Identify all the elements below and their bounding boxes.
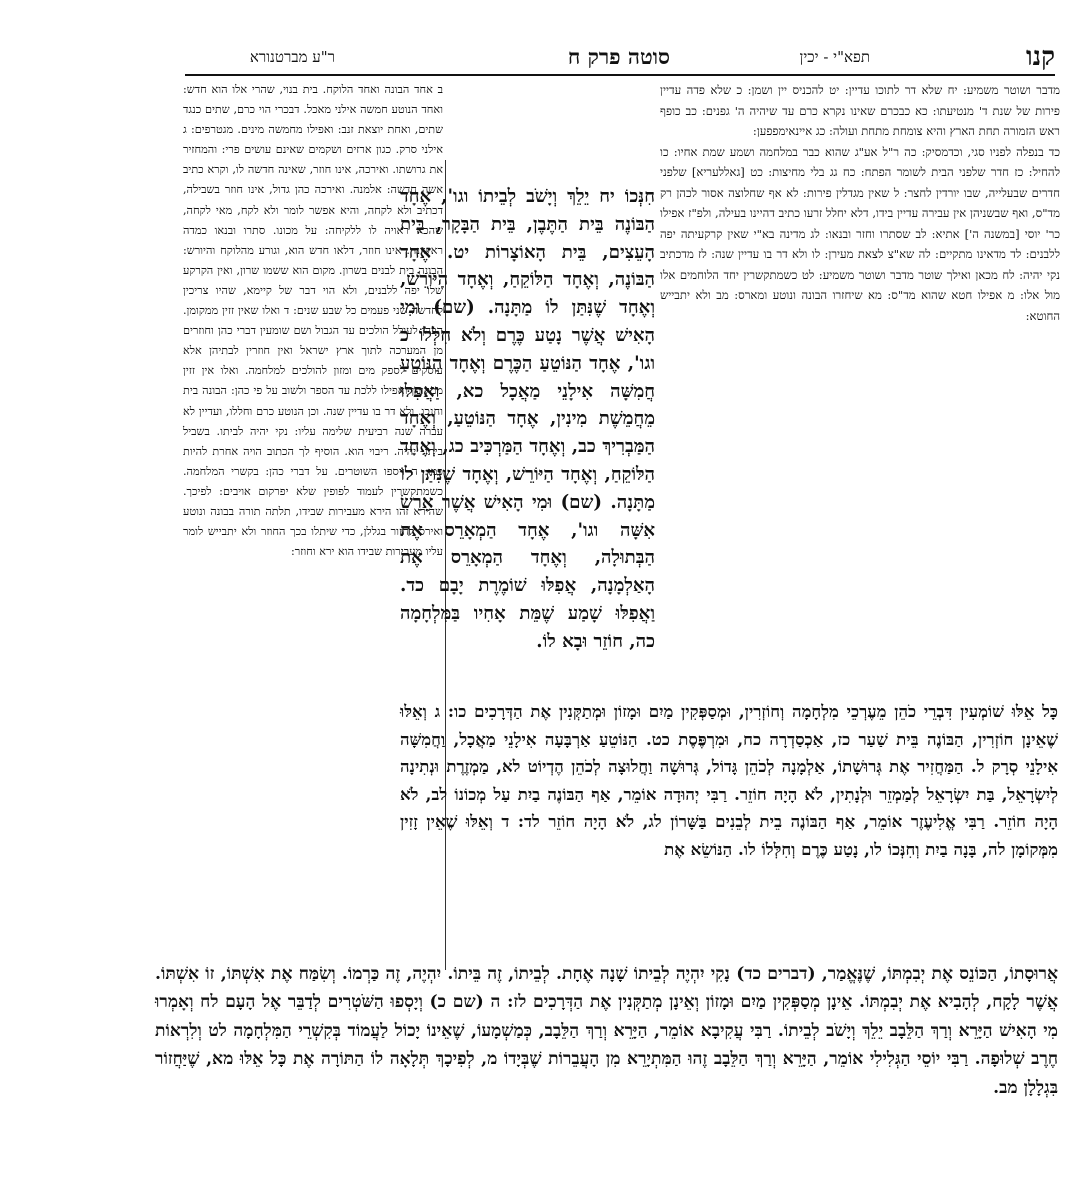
mishnah-text-middle [400, 698, 1058, 970]
mishnah-paragraph: חִנְּכוֹ יח יֵלֵךְ וְיָשֹׁב לְבֵיתוֹ וגו', אֶחָד הַבּוֹנֶה בֵּית הַתֶּבֶן, בֵּית הַבָּקָר, בֵּית הָעֵצִים, בֵּית הָאוֹצָרוֹת יט. אֶחָד הַבּוֹנֶה, וְאֶחָד הַלּוֹקֵחַ, וְאֶחָד הַיּוֹרֵשׁ, וְאֶחָד שֶׁנִּתַּן לוֹ מַתָּנָה. (שם) וּמִי הָאִישׁ אֲשֶׁר נָטַע כֶּרֶם וְלֹא חִלְּלוֹ כ וגו', אֶחָד הַנּוֹטֵעַ הַכֶּרֶם וְאֶחָד הַנּוֹטֵעַ חֲמִשָּׁה אִילָנֵי מַאֲכָל כא, וַאֲפִלּוּ מֵחֲמֵשֶׁת מִינִין, אֶחָד הַנּוֹטֵעַ, וְאֶחָד הַמַּבְרִיךְ כב, וְאֶחָד הַמַּרְכִּיב כג, וְאֶחָד הַלּוֹקֵחַ, וְאֶחָד הַיּוֹרֵשׁ, וְאֶחָד שֶׁנִּתַּן לוֹ מַתָּנָה. (שם) וּמִי הָאִישׁ אֲשֶׁר אֵרַשׂ אִשָּׁה וגו', אֶחָד הַמְאָרֵס אֶת הַבְּתוּלָה, וְאֶחָד הַמְאָרֵס אֶת הָאַלְמָנָה, אֲפִלּוּ שׁוֹמֶרֶת יָבָם כד. וַאֲפִלּוּ שָׁמַע שֶׁמֵּת אָחִיו בַּמִּלְחָמָה כה, חוֹזֵר וּבָא לוֹ. [400, 186, 655, 652]
mishnah-paragraph: אֲרוּסָתוֹ, הַכּוֹנֵס אֶת יְבִמְתּוֹ, שֶׁנֶּאֱמַר, (דברים כד) נָקִי יִהְיֶה לְבֵיתוֹ שָׁנָה אֶחָת. לְבֵיתוֹ, זֶה בֵּיתוֹ. יִהְיֶה, זֶה כַּרְמוֹ. וְשִׂמַּח אֶת אִשְׁתּוֹ, זוֹ אִשְׁתּוֹ. אֲשֶׁר לָקָח, לְהָבִיא אֶת יְבִמְתּוֹ. אֵינָן מְסַפְּקִין מַיִם וּמָזוֹן וְאֵינָן מְתַקְּנִין אֶת הַדְּרָכִים לז: ה (שם כ) וְיָסְפוּ הַשֹּׁטְרִים לְדַבֵּר אֶל הָעָם לח וְאָמְרוּ מִי הָאִישׁ הַיָּרֵא וְרַךְ הַלֵּבָב יֵלֵךְ וְיָשֹׁב לְבֵיתוֹ. רַבִּי עֲקִיבָא אוֹמֵר, הַיָּרֵא וְרַךְ הַלֵּבָב, כְּמַשְׁמָעוֹ, שֶׁאֵינוֹ יָכוֹל לַעֲמוֹד בְּקִשְׁרֵי הַמִּלְחָמָה לט וְלִרְאוֹת חֶרֶב שְׁלוּפָה. רַבִּי יוֹסֵי הַגְּלִילִי אוֹמֵר, הַיָּרֵא וְרַךְ הַלֵּבָב זֶהוּ הַמִּתְיָרֵא מִן הָעֲבֵרוֹת שֶׁבְּיָדוֹ מ, לְפִיכָךְ תְּלָאָה לוֹ הַתּוֹרָה אֶת כָּל אֵלּוּ מא, שֶׁיַּחֲזוֹר בִּגְלָלָן מב. [155, 964, 1058, 1098]
commentary-paragraph: ב אחד הבונה ואחד הלוקח. בית בנוי, שהרי אלו הוא חדש: ואחד הנוטע חמשה אילני מאכל. דבכרי הוי כרם, שתים כנגד שתים, ואחת יוצאת זנב: ואפילו מחמשה מינים. מגטרפים: ג אילני סרק. כגון ארזים ושקמים שאינם עושים פרי: והמחזיר את גרושתו. ואירכה, אינו חוזר, שאינה חדשה לו, וקרא כתיב אשה חדשה: אלמנה. ואירכה כהן גדול, אינו חוזר בשבילה, דכתיב ולא לקחה, והיא אפשר לומר ולא לקח, מאי לקחה, שהכא ראויה לו ללקיחה: על מכונו. סתרו ובנאו כמדה ראשונה. אינו חוזר, דלאו חדש הוא, וגורע מהלוקח והיורש: הבונה בית לבנים בשרון. מקום הוא ששמו שרון, ואין הקרקע שלו יפה ללבנים, ולא הוי דבר של קיימא, שהיו צריכין לחדשה שני פעמים כל שבע שנים: ד ואלו שאין זזין ממקומן. הכהן לעולל הולכים עד הגבול ושם שומעין דברי כהן וחוזרים מן המערכה לתוך ארץ ישראל ואין חוזרין לבתיהן אלא עוסקים לספק מים ומזון להולכים למלחמה. ואלו אין זזין ממקומן ואפילו ללכת עד הספר ולשוב על פי כהן: הבונה בית וחנכו. ולא דר בו עדיין שנה. וכן הנוטע כרם וחללו, ועדיין לא עברה שנה רביעית שלימה עליו: נקי יהיה לביתו. בשביל ביתו: יהיה. ריבוי הוא. הוסיף לך הכתוב הויה אחרת להיות כמו: ה ויספו השוטרים. על דברי כהן: בקשרי המלחמה. כשמתקשרין לעמוד לפופין שלא יפרקום אויבים: לפיכך. שהירא זהו הירא מעבירות שבידו, תלתה תורה בבונה ונוטע ואירס לחזור בגללן, כדי שיתלו בכך החוזר ולא יתבייש לומר עליו מעבירות שבידו הוא ירא וחוזר: [183, 83, 443, 559]
commentary-paragraph: כד בנפלה לפניו סגי, וכדמסיק: כה ר"ל אע"ג שהוא כבר במלחמה ושמע שמת אחיו: כו להחיל: כז חדר שלפני הבית לשומר הפתח: כח גג בלי מחיצות: כט [גאללעריא] שלפני חדרים שבעלייה, שבו יורדין לחצר: ל שאין מגדלין פירות: לא אף שחלוצה אסור לכהן רק מד"ס, ואף שבשניהן אין עבירה עדיין בידו, דלא יחלל זרעו כתיב דהיינו בעילה, ולפ"ז אפילו כר' יוסי [במשנה ה'] אתיא: לב שסתרו וחזר ובנאו: לג מדינה בא"י שאין קרקעיתה יפה ללבנים: לד מדאינו מתקיים: לה שא"צ לצאת מעירן: לו ולא דר בו עדיין שנה: לז מדכתיב נקי יהיה: לח מכאן ואילך שוטר מדבר ושוטר משמיע: לט כשמתקשרין יחד הלוחמים אלו מול אלו: מ אפילו חטא שהוא מד"ס: מא שיחזרו הבונה ונוטע ומארס: מב ולא יתבייש החוטא: [660, 144, 1060, 323]
mishnah-text-bottom [155, 960, 1058, 1130]
page-header [185, 42, 1055, 74]
tiferes-yisrael-commentary [660, 80, 1060, 692]
perek-title: סוטה פרק ח [567, 44, 670, 69]
mishnah-text-top [400, 183, 655, 693]
commentary-paragraph: מדבר ושוטר משמיע: יח שלא דר לתוכו עדיין: יט להכניס יין ושמן: כ שלא פדה עדיין פירות של שנת ד' מנטיעתו: כא כבכרם שאינו נקרא כרם עד שיהיה ה' גפנים: כב כופף ראש הזמורה תחת הארץ והיא צומחת מתחת ועולה: כג איינאימפפען: [660, 83, 1060, 138]
bartenura-label: ר"ע מברטנורא [249, 48, 335, 66]
page-number: קנו [1025, 42, 1055, 72]
tiferes-label: תפא"י - יכין [799, 48, 870, 66]
mishnah-paragraph: כָּל אֵלּוּ שׁוֹמְעִין דִּבְרֵי כֹהֵן מֵעֶרְכֵי מִלְחָמָה וְחוֹזְרִין, וּמְסַפְּקִין מַיִם וּמָזוֹן וּמְתַקְּנִין אֶת הַדְּרָכִים כו: ג וְאֵלּוּ שֶׁאֵינָן חוֹזְרִין, הַבּוֹנֶה בֵּית שַׁעַר כז, אַכְסַדְרָה כח, וּמִרְפֶּסֶת כט. הַנּוֹטֵעַ אַרְבָּעָה אִילָנֵי מַאֲכָל, וַחֲמִשָּׁה אִילָנֵי סְרָק ל. הַמַּחֲזִיר אֶת גְּרוּשָׁתוֹ, אַלְמָנָה לְכֹהֵן גָּדוֹל, גְּרוּשָׁה וַחֲלוּצָה לְכֹהֵן הֶדְיוֹט לא, מַמְזֶרֶת וּנְתִינָה לְיִשְׂרָאֵל, בַּת יִשְׂרָאֵל לְמַמְזֵר וּלְנָתִין, לֹא הָיָה חוֹזֵר. רַבִּי יְהוּדָה אוֹמֵר, אַף הַבּוֹנֶה בַיִת עַל מְכוֹנוֹ לב, לֹא הָיָה חוֹזֵר. רַבִּי אֱלִיעֶזֶר אוֹמֵר, אַף הַבּוֹנֶה בֵית לְבֵנִים בַּשָּׁרוֹן לג, לֹא הָיָה חוֹזֵר לד: ד וְאֵלּוּ שֶׁאֵין זָזִין מִמְּקוֹמָן לה, בָּנָה בַיִת וְחִנְּכוֹ לו, נָטַע כֶּרֶם וְחִלְּלוֹ לו. הַנּוֹשֵׂא אֶת [400, 701, 1058, 859]
header-divider [185, 74, 1055, 76]
